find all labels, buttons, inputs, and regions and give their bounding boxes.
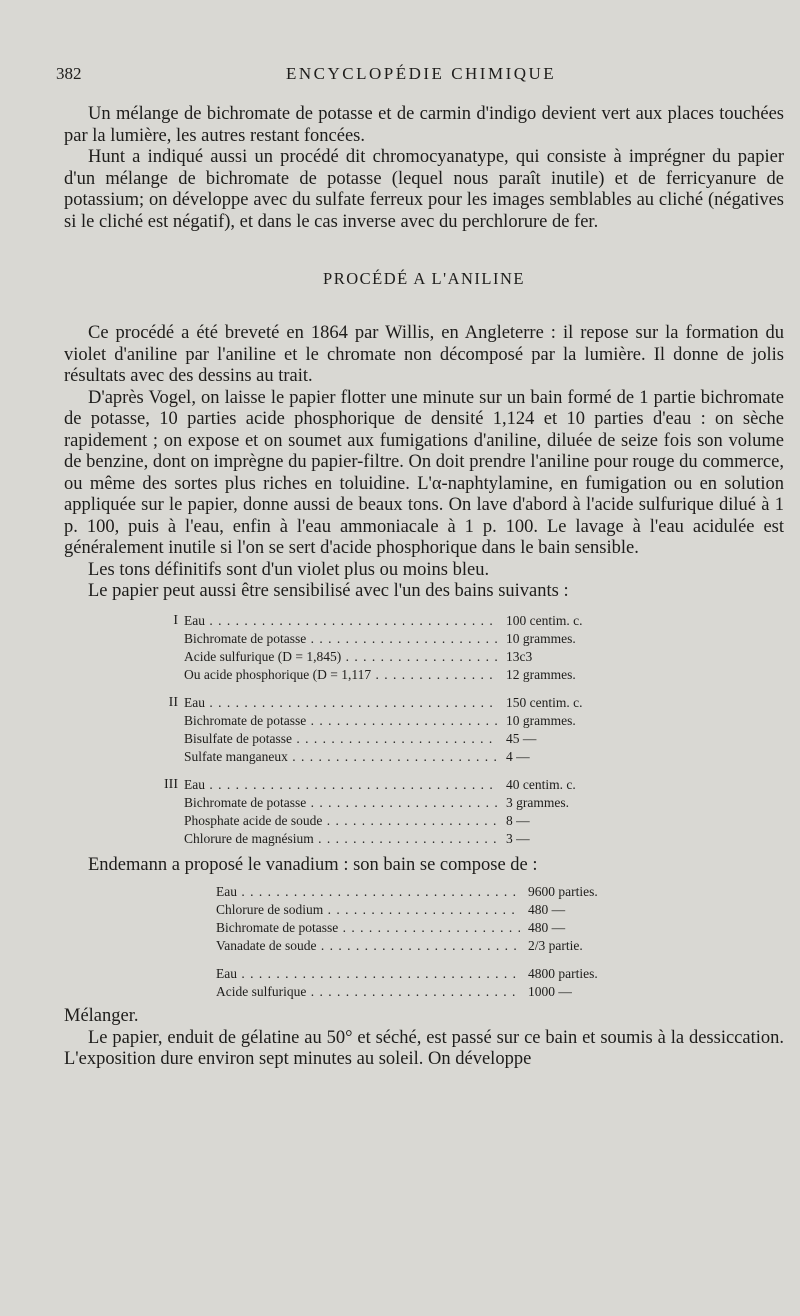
recipe-row [216,920,646,938]
ingredient: Acide sulfurique . . . [216,984,520,1000]
recipe-row [184,649,624,667]
ingredient: Chlorure de sodium . . . [216,902,520,918]
quantity: 8 — [506,812,530,828]
quantity: 3 grammes. [506,794,569,810]
paragraph-main-3: Les tons définitifs sont d'un violet plus ou moins bleu. [88,559,490,580]
quantity: 40 centim. c. [506,776,576,792]
paragraph-main-4: Le papier peut aussi être sensibilisé avec l'un des bains suivants : [88,581,569,601]
bath-numeral: I [173,612,178,628]
quantity: 13c3 [506,648,533,664]
ingredient: Eau . . . [184,695,498,711]
recipe-row [216,938,646,956]
page-body [64,104,784,1071]
recipe-row [216,902,646,920]
quantity: 10 grammes. [506,712,576,728]
recipe-row [184,631,624,649]
quantity: 150 centim. c. [506,694,583,710]
quantity: 480 — [528,902,566,917]
section-title: PROCÉDÉ A L'ANILINE [323,269,525,288]
quantity: 1000 — [528,984,572,999]
ingredient: Phosphate acide de soude . . . [184,813,498,829]
paragraph-intro-1: Un mélange de bichromate de potasse et de carmin d'indigo devient vert aux places touchées par la lumière, les autres restant foncées. [64,104,784,146]
quantity: 480 — [528,920,566,935]
recipe-row [184,777,624,795]
ingredient: Chlorure de magnésium . . . [184,831,498,847]
recipe-row [184,613,624,631]
paragraph-endemann: Endemann a proposé le vanadium : son bain se compose de : [88,854,538,875]
recipe-row [184,813,624,831]
page-number: 382 [56,64,82,83]
paragraph-main-2: D'après Vogel, on laisse le papier flotter une minute sur un bain formé de 1 partie bichromate de potasse, 10 parties acide phosphorique de densité 1,124 et 10 parties d'eau : on sèche rapidement ; on expose et on soumet aux fumigations d'aniline, diluée de seize fois son volume de benzine, dont on imprègne du papier-filtre. On doit prendre l'aniline pour rouge du commerce, ou même des sortes plus riches en toluidine. L'α-naphtylamine, en fumigation ou en solution appliquée sur le papier, donne aussi de beaux tons. On lave d'abord à l'acide sulfurique dilué à 1 p. 100, puis à l'eau, enfin à l'eau ammoniacale à 1 p. 100. Le lavage à l'eau acidulée est généralement inutile si l'on se sert d'acide phosphorique dans le bain sensible. [64,387,784,558]
ingredient: Vanadate de soude . . . [216,938,520,954]
bath-numeral: III [164,776,178,792]
ingredient: Bichromate de potasse . . . [184,713,498,729]
ingredient: Eau . . . [216,966,520,982]
quantity: 10 grammes. [506,630,576,646]
paragraph-melanger: Mélanger. [64,1006,139,1026]
paragraph-closing: Le papier, enduit de gélatine au 50° et séché, est passé sur ce bain et soumis à la dessiccation. L'exposition dure environ sept minutes au soleil. On développe [64,1027,784,1069]
quantity: 4 — [506,748,530,764]
ingredient: Bichromate de potasse . . . [216,920,520,936]
running-title: ENCYCLOPÉDIE CHIMIQUE [286,64,557,83]
ingredient: Acide sulfurique (D = 1,845) . . . [184,649,498,665]
recipe-row [184,695,624,713]
ingredient: Eau . . . [184,777,498,793]
quantity: 45 — [506,730,537,746]
recipe-row [184,713,624,731]
bath-group [168,694,624,767]
recipe-row [184,749,624,767]
paragraph-main-1: Ce procédé a été breveté en 1864 par Willis, en Angleterre : il repose sur la formation du violet d'aniline par l'aniline et le chromate non décomposé par la lumière. Il donne de jolis résultats avec des dessins au trait. [64,323,784,386]
bath-group [173,612,624,685]
endemann-group [216,884,646,956]
bath-group [164,776,624,849]
quantity: 12 grammes. [506,666,576,682]
quantity: 4800 parties. [528,966,598,981]
ingredient: Bichromate de potasse . . . [184,795,498,811]
quantity: 9600 parties. [528,884,598,899]
ingredient: Sulfate manganeux . . . [184,749,498,765]
ingredient: Bichromate de potasse . . . [184,631,498,647]
recipe-row [184,831,624,849]
ingredient: Eau . . . [184,613,498,629]
baths-table [164,612,624,849]
quantity: 100 centim. c. [506,612,583,628]
recipe-row [184,795,624,813]
bath-numeral: II [168,694,178,710]
recipe-row [216,984,646,1002]
paragraph-intro-2: Hunt a indiqué aussi un procédé dit chromocyanatype, qui consiste à imprégner du papier d'un mélange de bichromate de potasse (lequel nous paraît inutile) et de ferricyanure de potassium; on développe avec du sulfate ferreux pour les images semblables au cliché (négatives si le cliché est négatif), et dans le cas inverse avec du perchlorure de fer. [64,147,784,232]
quantity: 3 — [506,830,530,846]
endemann-table [216,884,646,1002]
recipe-row [184,667,624,685]
recipe-row [216,884,646,902]
page-header [56,64,756,88]
ingredient: Ou acide phosphorique (D = 1,117 . . . [184,667,498,683]
recipe-row [216,966,646,984]
endemann-group [216,966,646,1002]
ingredient: Eau . . . [216,884,520,900]
quantity: 2/3 partie. [528,938,583,953]
recipe-row [184,731,624,749]
ingredient: Bisulfate de potasse . . . [184,731,498,747]
